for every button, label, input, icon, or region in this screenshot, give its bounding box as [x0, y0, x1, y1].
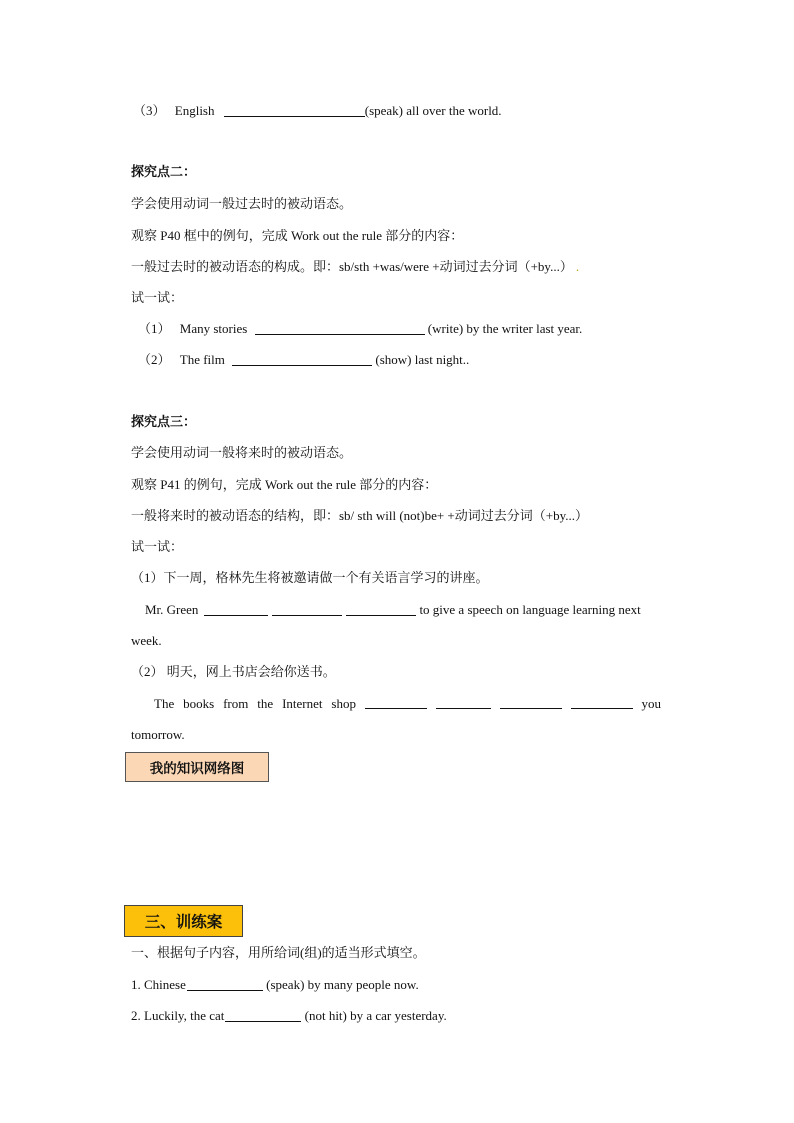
point3-exercise-1-continuation: week.: [131, 633, 162, 648]
rule-period: .: [575, 259, 580, 274]
point3-heading: 探究点三：: [131, 414, 197, 429]
word: The: [154, 696, 175, 711]
answer-blank[interactable]: [365, 696, 427, 709]
point2-objective: 学会使用动词一般过去时的被动语态。: [131, 196, 353, 211]
answer-blank[interactable]: [225, 1009, 301, 1022]
point2-rule: [131, 259, 579, 275]
word: from: [223, 696, 249, 711]
sentence-end: (show) last night..: [375, 352, 470, 367]
sentence-start: English: [174, 103, 215, 118]
point3-rule: 一般将来时的被动语态的结构，即：sb/ sth will (not)be+ +动词过去分词（+by...）: [131, 508, 589, 523]
word: shop: [331, 696, 356, 711]
word: Internet: [282, 696, 323, 711]
point3-exercise-2-continuation: tomorrow.: [131, 727, 185, 742]
sentence-end: (write) by the writer last year.: [427, 321, 583, 336]
word: the: [257, 696, 274, 711]
point3-objective: 学会使用动词一般将来时的被动语态。: [131, 445, 353, 460]
answer-blank[interactable]: [436, 696, 491, 709]
sentence-end: you: [641, 696, 661, 711]
point2-try-label: 试一试：: [131, 290, 184, 305]
sentence-start: Mr. Green: [145, 602, 199, 617]
answer-blank[interactable]: [571, 696, 633, 709]
knowledge-map-label: 我的知识网络图: [125, 752, 269, 782]
sentence-start: The film: [179, 352, 225, 367]
point3-exercise-2-chinese: （2） 明天，网上书店会给你送书。: [131, 664, 336, 679]
word: books: [183, 696, 215, 711]
sentence-start: Many stories: [179, 321, 248, 336]
point2-heading: 探究点二：: [131, 164, 197, 179]
sentence-start: 2. Luckily, the cat: [131, 1008, 225, 1023]
point3-instruction: 观察 P41 的例句，完成 Work out the rule 部分的内容：: [131, 477, 438, 492]
point3-exercise-1-chinese: （1）下一周，格林先生将被邀请做一个有关语言学习的讲座。: [131, 570, 489, 585]
section-title-training: 三、训练案: [124, 905, 243, 937]
exercise-question-1: [131, 977, 419, 993]
point2-instruction: 观察 P40 框中的例句，完成 Work out the rule 部分的内容：: [131, 228, 464, 243]
point3-exercise-1-english: [145, 602, 641, 618]
point2-exercise-1: [138, 321, 582, 337]
sentence-end: (speak) all over the world.: [364, 103, 502, 118]
item-number: （3）: [133, 103, 166, 118]
point3-try-label: 试一试：: [131, 539, 184, 554]
exercise-instruction: 一、根据句子内容，用所给词(组)的适当形式填空。: [131, 945, 426, 960]
answer-blank[interactable]: [187, 978, 263, 991]
answer-blank[interactable]: [346, 603, 416, 616]
answer-blank[interactable]: [500, 696, 562, 709]
item-number: （2）: [138, 352, 171, 367]
point3-exercise-2-english: [154, 696, 661, 712]
sentence-start: 1. Chinese: [131, 977, 186, 992]
exercise-question-2: [131, 1008, 447, 1024]
sentence-end: to give a speech on language learning next: [419, 602, 641, 617]
rule-text: 一般过去时的被动语态的构成。即：sb/sth +was/were +动词过去分词（+by...）: [131, 259, 573, 274]
answer-blank[interactable]: [255, 322, 425, 335]
item-number: （1）: [138, 321, 171, 336]
answer-blank[interactable]: [204, 603, 268, 616]
answer-blank[interactable]: [272, 603, 342, 616]
answer-blank[interactable]: [224, 104, 365, 117]
point2-exercise-2: [138, 352, 469, 368]
sentence-end: (not hit) by a car yesterday.: [304, 1008, 447, 1023]
exercise-line-q3: [133, 103, 502, 119]
sentence-end: (speak) by many people now.: [266, 977, 419, 992]
answer-blank[interactable]: [232, 353, 372, 366]
